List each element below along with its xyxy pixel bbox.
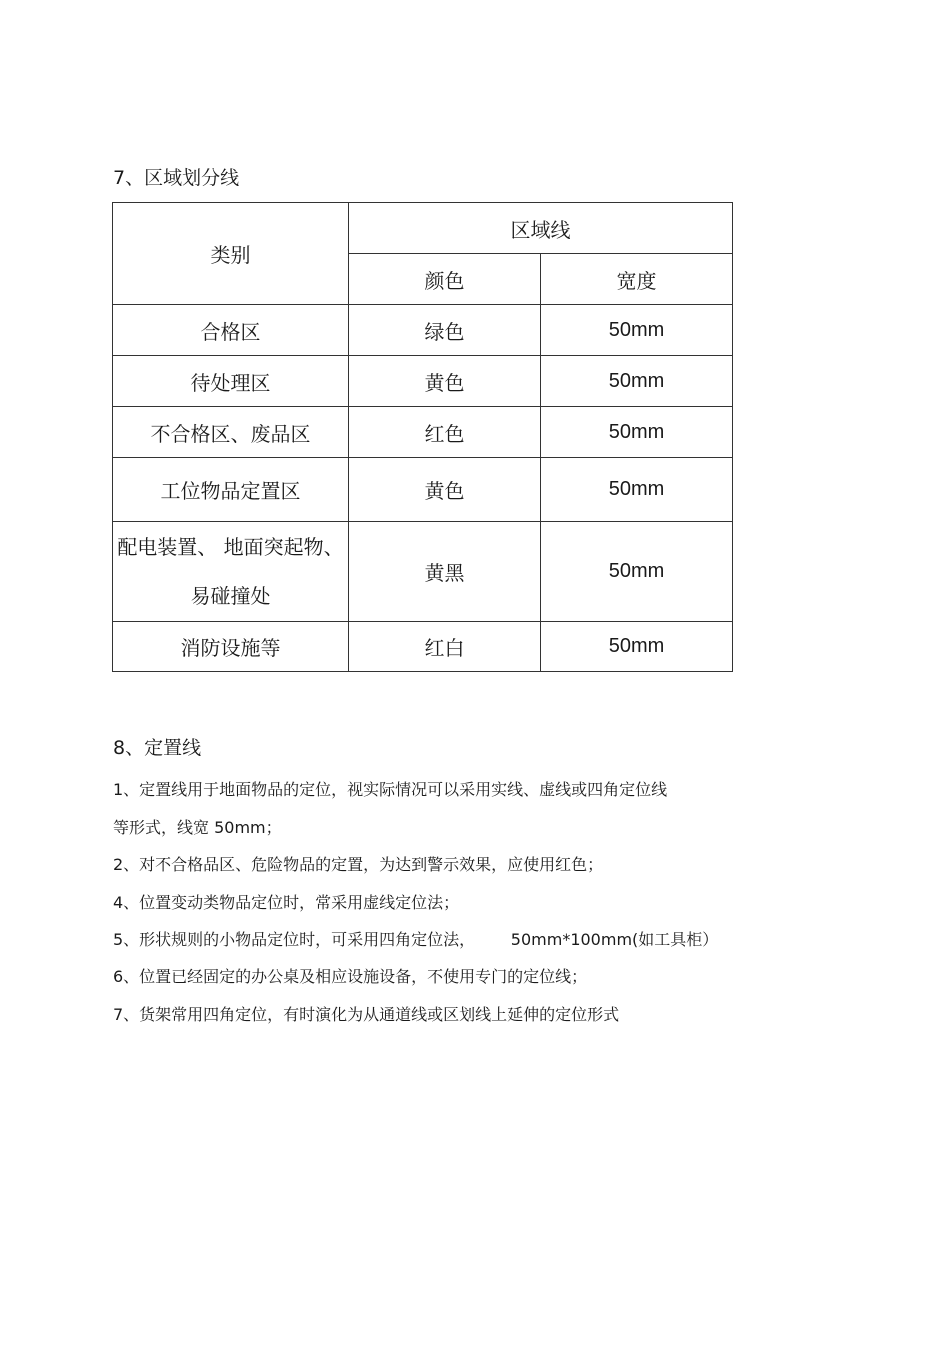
row-category: 合格区 bbox=[113, 305, 349, 356]
paragraph-line: 1、定置线用于地面物品的定位，视实际情况可以采用实线、虚线或四角定位线 bbox=[113, 780, 668, 799]
header-category: 类别 bbox=[113, 203, 349, 305]
row-category: 消防设施等 bbox=[113, 622, 349, 672]
table-row bbox=[113, 305, 733, 356]
row-category: 不合格区、废品区 bbox=[113, 407, 349, 458]
table-row bbox=[113, 356, 733, 407]
table-row bbox=[113, 622, 733, 672]
row-color: 红白 bbox=[349, 622, 541, 672]
row-color: 绿色 bbox=[349, 305, 541, 356]
row-category: 工位物品定置区 bbox=[113, 458, 349, 522]
row-width: 50mm bbox=[541, 522, 733, 622]
paragraph-line: 7、货架常用四角定位，有时演化为从通道线或区划线上延伸的定位形式 bbox=[113, 1005, 620, 1024]
section-8-title: 8、定置线 bbox=[113, 737, 202, 759]
row-color: 黄黑 bbox=[349, 522, 541, 622]
section-7-title: 7、区域划分线 bbox=[113, 167, 240, 189]
row-category: 待处理区 bbox=[113, 356, 349, 407]
header-zone-line: 区域线 bbox=[349, 203, 733, 254]
row-color: 红色 bbox=[349, 407, 541, 458]
table-row bbox=[113, 458, 733, 522]
paragraph-line: 4、位置变动类物品定位时，常采用虚线定位法； bbox=[113, 893, 460, 912]
row-width: 50mm bbox=[541, 458, 733, 522]
row-width: 50mm bbox=[541, 356, 733, 407]
header-color: 颜色 bbox=[349, 254, 541, 305]
row-category-text: 配电装置、 地面突起物、易碰撞处 bbox=[117, 534, 344, 608]
row-category bbox=[113, 522, 349, 622]
paragraph-line: 6、位置已经固定的办公桌及相应设施设备，不使用专门的定位线； bbox=[113, 967, 588, 986]
paragraph-line: 5、形状规则的小物品定位时，可采用四角定位法， 50mm*100mm(如工具柜） bbox=[113, 930, 719, 949]
row-color: 黄色 bbox=[349, 458, 541, 522]
zone-line-table bbox=[112, 202, 733, 672]
header-width: 宽度 bbox=[541, 254, 733, 305]
paragraph-line: 等形式，线宽 50mm； bbox=[113, 818, 282, 837]
row-width: 50mm bbox=[541, 622, 733, 672]
row-width: 50mm bbox=[541, 305, 733, 356]
paragraph-line: 2、对不合格品区、危险物品的定置，为达到警示效果，应使用红色； bbox=[113, 855, 604, 874]
table-row bbox=[113, 407, 733, 458]
row-color: 黄色 bbox=[349, 356, 541, 407]
row-width: 50mm bbox=[541, 407, 733, 458]
table-row bbox=[113, 522, 733, 622]
